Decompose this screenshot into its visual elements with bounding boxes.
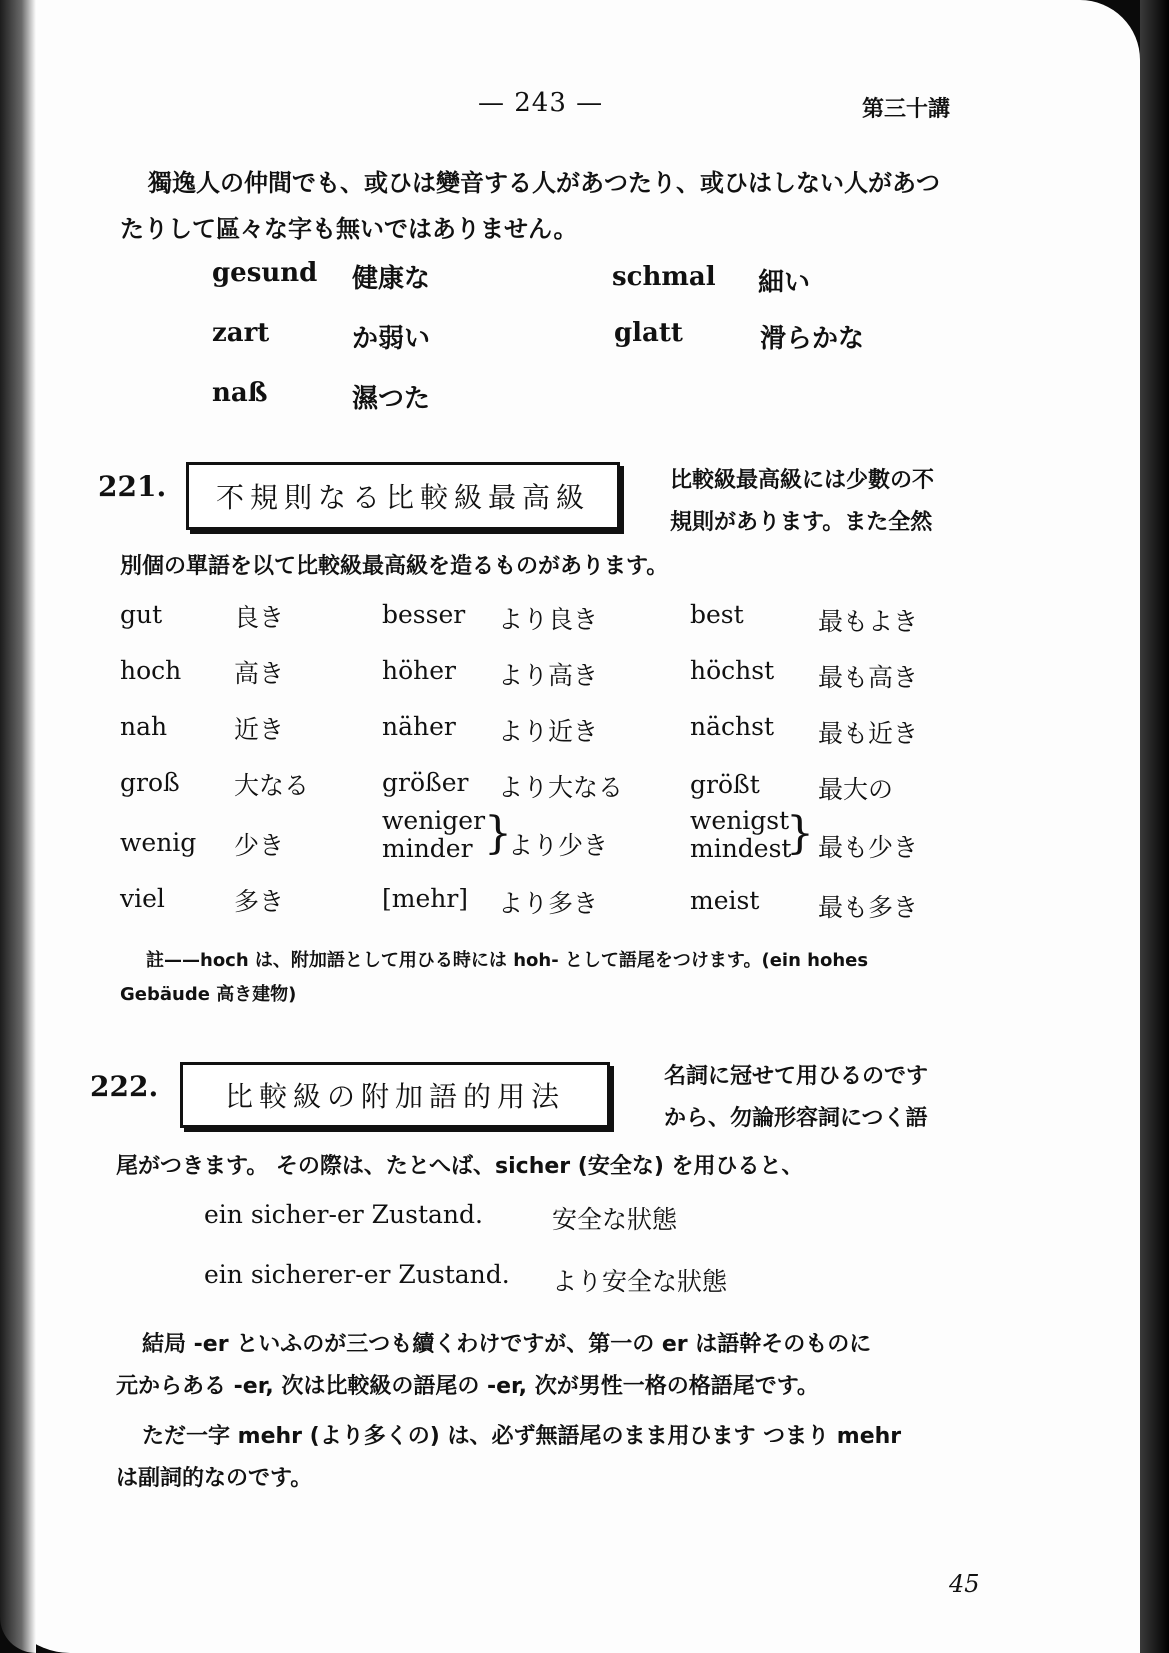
table-cell-superlative-jp: 最大の [818, 775, 894, 804]
closing-line-4: は副詞的なのです。 [116, 1466, 313, 1491]
section-222-side-2: から、勿論形容詞につく語 [664, 1106, 928, 1131]
closing-line-3: ただ一字 mehr (より多くの) は、必ず無語尾のまま用ひます つまり mehr [142, 1424, 902, 1449]
table-cell-comparative: weniger [382, 806, 486, 835]
vocab-de: zart [212, 318, 270, 348]
table-cell-superlative-jp: 最も少き [818, 833, 919, 862]
table-cell-comparative: höher [382, 656, 456, 685]
intro-line-2: たりして區々な字も無いではありません。 [120, 215, 578, 243]
vocab-de: glatt [614, 318, 683, 348]
table-cell-comparative: [mehr] [382, 884, 469, 913]
table-cell-positive-jp: 少き [234, 831, 285, 860]
table-cell-positive-jp: 高き [234, 659, 285, 688]
closing-line-1: 結局 -er といふのが三つも續くわけですが、第一の er は語幹そのものに [142, 1332, 872, 1357]
table-cell-superlative: größt [690, 770, 760, 799]
closing-line-2: 元からある -er, 次は比較級の語尾の -er, 次が男性一格の格語尾です。 [116, 1374, 819, 1399]
table-cell-superlative-jp: 最も近き [818, 719, 919, 748]
vocab-jp: 滑らかな [760, 324, 865, 354]
table-cell-positive: groß [120, 768, 180, 797]
table-cell-superlative: nächst [690, 712, 774, 741]
section-221-side-1: 比較級最高級には少數の不 [670, 468, 935, 493]
table-cell-comparative-jp: より少き [508, 831, 609, 860]
section-221-line-3: 別個の單語を以て比較級最高級を造るものがあります。 [120, 554, 669, 579]
example-jp: より安全な狀態 [552, 1267, 728, 1296]
section-title-box-221 [186, 462, 620, 530]
table-cell-positive-jp: 近き [234, 715, 285, 744]
table-cell-comparative: größer [382, 768, 469, 797]
vocab-de: schmal [612, 262, 716, 292]
table-cell-superlative-jp: 最もよき [818, 607, 919, 636]
section-number-221: 221. [98, 470, 167, 503]
table-cell-superlative: meist [690, 886, 760, 915]
table-cell-positive: viel [120, 884, 165, 913]
table-cell-comparative: besser [382, 600, 466, 629]
table-cell-superlative-jp: 最も高き [818, 663, 919, 692]
vocab-jp: 濕つた [352, 384, 431, 414]
table-cell-comparative-jp: より多き [498, 889, 599, 918]
brace-icon: } [786, 808, 814, 859]
table-cell-positive: hoch [120, 656, 182, 685]
vocab-jp: か弱い [352, 324, 431, 354]
vocab-jp: 健康な [352, 264, 431, 294]
brace-icon: } [484, 808, 512, 859]
vocab-de: gesund [212, 258, 318, 288]
section-221-side-2: 規則があります。また全然 [670, 510, 933, 535]
example-jp: 安全な狀態 [552, 1205, 678, 1234]
table-cell-comparative-jp: より近き [498, 717, 599, 746]
table-cell-positive: nah [120, 712, 168, 741]
table-cell-positive: gut [120, 600, 163, 629]
table-cell-positive: wenig [120, 828, 197, 857]
vocab-de: naß [212, 378, 268, 408]
vocab-jp: 細い [758, 268, 811, 298]
table-cell-comparative-alt: minder [382, 834, 473, 863]
table-cell-positive-jp: 良き [234, 603, 285, 632]
section-number-222: 222. [90, 1070, 159, 1103]
table-cell-superlative: höchst [690, 656, 775, 685]
note-line-2: Gebäude 高き建物) [120, 984, 297, 1005]
table-cell-positive-jp: 多き [234, 887, 285, 916]
section-title-222: 比較級の附加語的用法 [224, 1080, 565, 1113]
section-title-box-222 [180, 1062, 610, 1128]
table-cell-positive-jp: 大なる [234, 771, 310, 800]
section-222-side-1: 名詞に冠せて用ひるのです [664, 1064, 929, 1089]
table-cell-comparative-jp: より良き [498, 605, 599, 634]
table-cell-superlative: wenigst [690, 806, 790, 835]
chapter-label: 第三十講 [862, 97, 951, 122]
table-cell-comparative-jp: より高き [498, 661, 599, 690]
intro-line-1: 獨逸人の仲間でも、或ひは變音する人があつたり、或ひはしない人があつ [148, 169, 940, 197]
table-cell-superlative-alt: mindest [690, 834, 792, 863]
section-222-line-3: 尾がつきます。 その際は、たとへば、sicher (安全な) を用ひると、 [116, 1154, 804, 1179]
page-number: — 243 — [478, 88, 604, 118]
scan-page-index: 45 [949, 1570, 980, 1598]
section-title-221: 不規則なる比較級最高級 [215, 481, 590, 514]
table-cell-comparative: näher [382, 712, 456, 741]
table-cell-comparative-jp: より大なる [498, 773, 624, 802]
table-cell-superlative: best [690, 600, 744, 629]
page-edge-shadow [1140, 0, 1169, 1653]
table-cell-superlative-jp: 最も多き [818, 893, 919, 922]
note-line-1: 註——hoch は、附加語として用ひる時には hoh- として語尾をつけます。(ein hohes [146, 950, 869, 971]
example-de: ein sicherer-er Zustand. [204, 1260, 510, 1289]
example-de: ein sicher-er Zustand. [204, 1200, 483, 1229]
